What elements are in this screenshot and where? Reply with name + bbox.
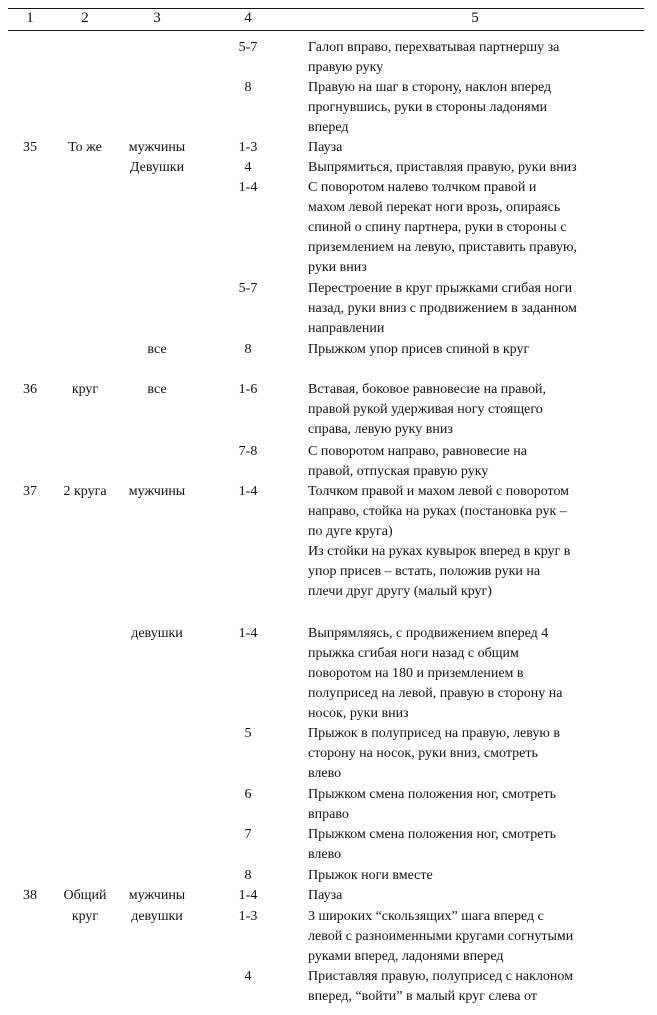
description-line: правой рукой удерживая ногу стоящего [308, 402, 543, 417]
row-5-c4: 5-7 [238, 281, 258, 296]
description-line: вперед [308, 120, 349, 135]
header-rule [8, 30, 644, 31]
row-3-c3: Девушки [129, 160, 185, 175]
row-16-c3: девушки [131, 909, 183, 924]
description-line: Из стойки на руках кувырок вперед в круг в [308, 544, 571, 559]
row-3-c4: 4 [244, 160, 252, 175]
description-line: назад, руки вниз с продвижением в заданном [308, 301, 577, 316]
description-line: Правую на шаг в сторону, наклон вперед [308, 80, 552, 95]
row-0-description [308, 38, 653, 78]
row-4-c4: 1-4 [238, 180, 258, 195]
description-line: Прыжком смена положения ног, смотреть [308, 827, 556, 842]
description-line: С поворотом направо, равновесие на [308, 444, 527, 459]
row-12-description [308, 785, 653, 825]
row-6-c3: все [147, 342, 167, 357]
row-7-c1: 36 [23, 382, 37, 397]
row-15-c4: 1-4 [238, 888, 258, 903]
row-9-c3: мужчины [128, 484, 186, 499]
row-7-c4: 1-6 [238, 382, 258, 397]
row-17-c4: 4 [244, 969, 252, 984]
description-line: полуприсед на левой, правую в сторону на [308, 686, 563, 701]
row-1-description [308, 78, 653, 138]
description-line: сторону на носок, руки вниз, смотреть [308, 746, 538, 761]
row-5-description [308, 279, 653, 339]
header-col-4: 4 [244, 10, 252, 26]
row-10-c4: 1-4 [238, 626, 258, 641]
description-line: влево [308, 847, 342, 862]
row-12-c4: 6 [244, 787, 252, 802]
description-line: Прыжком смена положения ног, смотреть [308, 787, 556, 802]
description-line: вправо [308, 807, 349, 822]
row-16-description [308, 907, 653, 967]
description-line: направлении [308, 321, 385, 336]
row-11-c4: 5 [244, 726, 252, 741]
header-col-3: 3 [153, 10, 161, 26]
row-4-description [308, 178, 653, 278]
description-line: влево [308, 766, 342, 781]
row-2-c3: мужчины [128, 140, 186, 155]
description-line: Выпрямиться, приставляя правую, руки вниз [308, 160, 577, 175]
description-line: Перестроение в круг прыжками сгибая ноги [308, 281, 573, 296]
row-10-c3: девушки [131, 626, 183, 641]
description-line: Вставая, боковое равновесие на правой, [308, 382, 546, 397]
row-15-c3: мужчины [128, 888, 186, 903]
header-col-5: 5 [471, 10, 479, 26]
description-line: по дуге круга) [308, 524, 393, 539]
description-line: Толчком правой и махом левой с поворотом [308, 484, 570, 499]
description-line: руки вниз [308, 260, 367, 275]
row-13-c4: 7 [244, 827, 252, 842]
row-9-c1: 37 [23, 484, 37, 499]
row-3-description [308, 158, 653, 178]
row-9-c4: 1-4 [238, 484, 258, 499]
description-line: упор присев – встать, положив руки на [308, 564, 541, 579]
header-col-2: 2 [81, 10, 89, 26]
row-14-description [308, 866, 653, 886]
row-14-c4: 8 [244, 868, 252, 883]
row-8-description [308, 442, 653, 482]
row-2-c2: То же [68, 140, 102, 155]
description-line: правую руку [308, 60, 384, 75]
row-6-c4: 8 [244, 342, 252, 357]
row-15-c2: Общий [63, 888, 107, 903]
row-16-c2: круг [71, 909, 99, 924]
row-7-description [308, 380, 653, 440]
description-line: Прыжком упор присев спиной в круг [308, 342, 530, 357]
description-line: вперед, “войти” в малый круг слева от [308, 989, 537, 1004]
description-line: приземлением на левую, приставить правую, [308, 240, 577, 255]
description-line: Прыжок ноги вместе [308, 868, 433, 883]
description-line: направо, стойка на руках (постановка рук – [308, 504, 567, 519]
description-line: справа, левую руку вниз [308, 422, 453, 437]
description-line: спиной о спину партнера, руки в стороны с [308, 220, 567, 235]
description-line: махом левой перекат ноги врозь, опираясь [308, 200, 561, 215]
description-line: носок, руки вниз [308, 706, 409, 721]
row-17-description [308, 967, 653, 1007]
row-2-description [308, 138, 653, 158]
row-11-description [308, 724, 653, 784]
description-line: С поворотом налево толчком правой и [308, 180, 537, 195]
description-line: руками вперед, ладонями вперед [308, 949, 504, 964]
description-line: плечи друг другу (малый круг) [308, 584, 492, 599]
description-line: поворотом на 180 и приземлением в [308, 666, 524, 681]
description-line: 3 широких “скользящих” шага вперед с [308, 909, 544, 924]
row-15-c1: 38 [23, 888, 37, 903]
row-9-c2: 2 круга [63, 484, 107, 499]
table-header [0, 7, 657, 29]
description-line: прогнувшись, руки в стороны ладонями [308, 100, 548, 115]
description-line: левой с разноименными кругами согнутыми [308, 929, 574, 944]
header-col-1: 1 [26, 10, 34, 26]
row-7-c3: все [147, 382, 167, 397]
description-line: Галоп вправо, перехватывая партнершу за [308, 40, 560, 55]
row-7-c2: круг [71, 382, 99, 397]
row-2-c4: 1-3 [238, 140, 258, 155]
description-line: прыжка сгибая ноги назад с общим [308, 646, 519, 661]
row-0-c4: 5-7 [238, 40, 258, 55]
description-line: Пауза [308, 888, 343, 903]
row-15-description [308, 886, 653, 906]
row-6-description [308, 340, 653, 360]
row-9-description [308, 482, 653, 602]
row-2-c1: 35 [23, 140, 37, 155]
row-10-description [308, 624, 653, 724]
row-1-c4: 8 [244, 80, 252, 95]
description-line: правой, отпуская правую руку [308, 464, 489, 479]
description-line: Пауза [308, 140, 343, 155]
description-line: Приставляя правую, полуприсед с наклоном [308, 969, 574, 984]
description-line: Прыжок в полуприсед на правую, левую в [308, 726, 560, 741]
row-13-description [308, 825, 653, 865]
row-16-c4: 1-3 [238, 909, 258, 924]
row-8-c4: 7-8 [238, 444, 258, 459]
description-line: Выпрямляясь, с продвижением вперед 4 [308, 626, 549, 641]
